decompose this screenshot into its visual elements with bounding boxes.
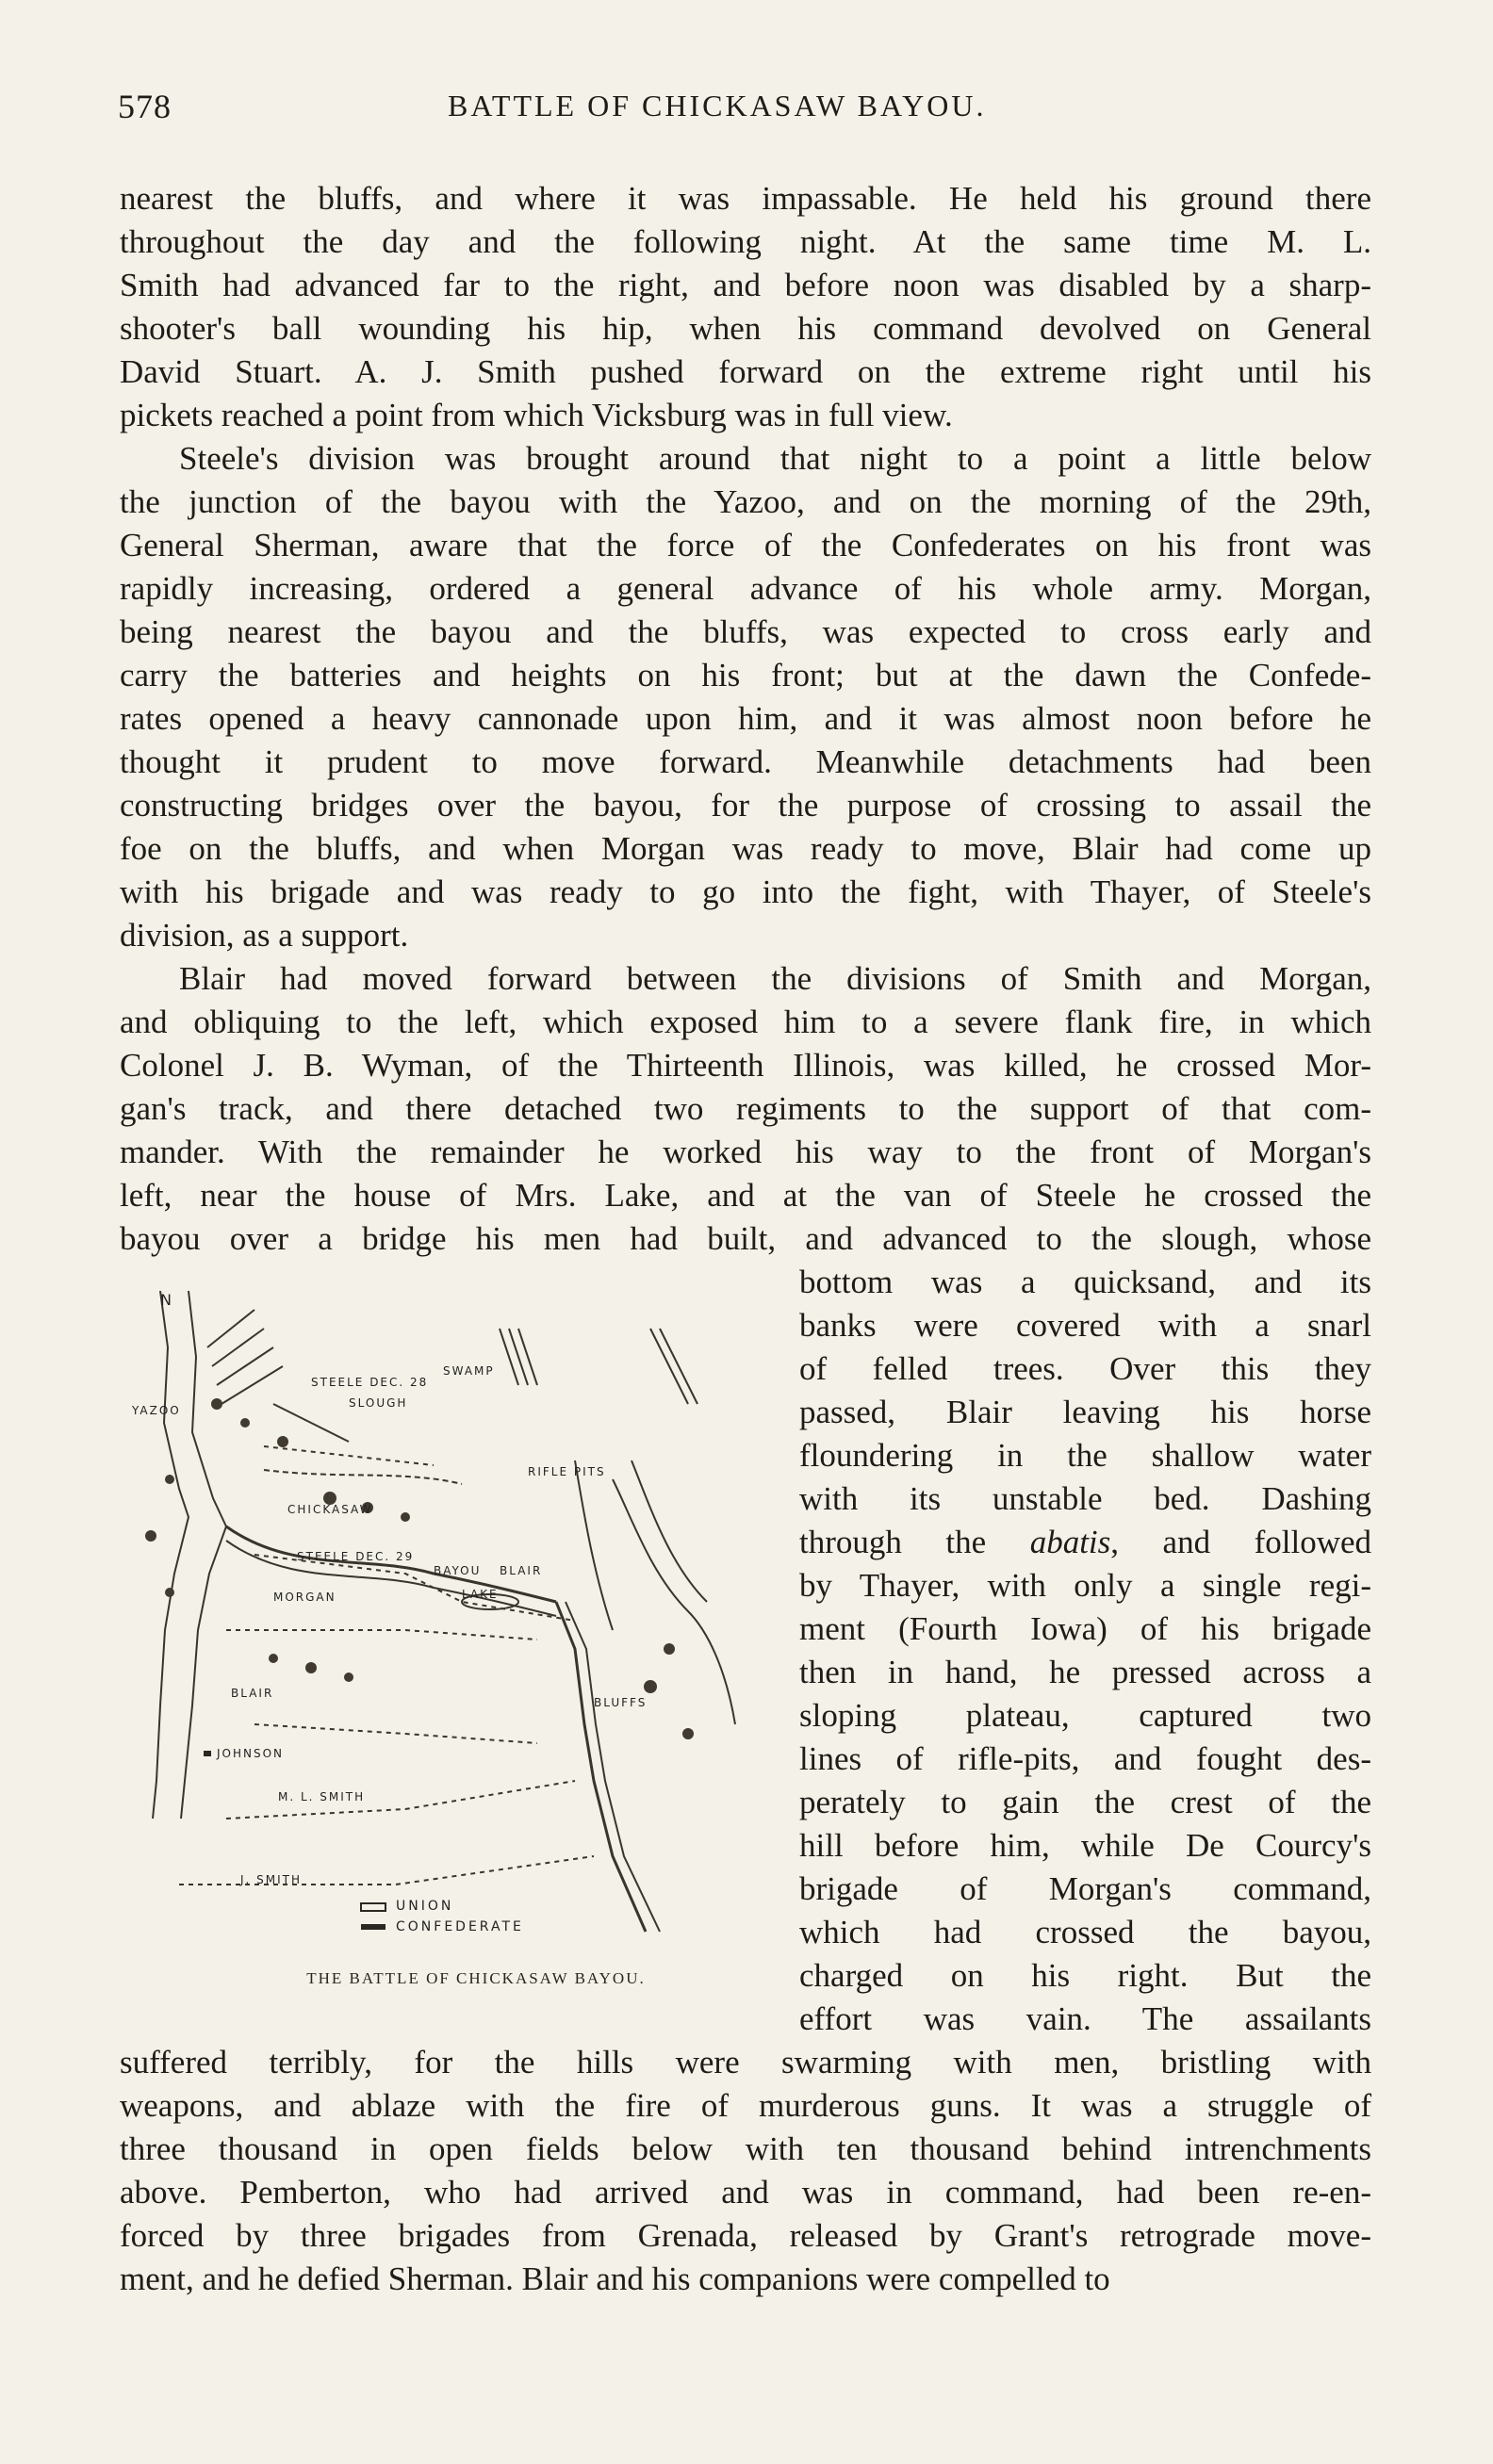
text-line: three thousand in open fields below with ten thousand behind intrenchments (120, 2130, 1371, 2167)
text-line: left, near the house of Mrs. Lake, and at the van of Steele he crossed the (120, 1177, 1371, 1214)
legend-union: UNION (396, 1899, 454, 1914)
text-line (799, 1521, 1371, 1564)
text-line: and obliquing to the left, which exposed him to a severe flank fire, in which (120, 1004, 1371, 1040)
text-line: gan's track, and there detached two regiments to the support of that com- (120, 1090, 1371, 1127)
running-title: BATTLE OF CHICKASAW BAYOU. (448, 89, 987, 122)
battle-map-drawing (123, 1291, 773, 1969)
page-number: 578 (118, 88, 172, 125)
text-line: with its unstable bed. Dashing (799, 1480, 1371, 1517)
text-line: with his brigade and was ready to go into the fight, with Thayer, of Steele's (120, 873, 1371, 910)
m-l-smith-label: M. L. SMITH (278, 1790, 366, 1803)
text-line: lines of rifle-pits, and fought des- (799, 1740, 1371, 1777)
text-line: brigade of Morgan's command, (799, 1870, 1371, 1907)
union-legend-swatch (361, 1903, 386, 1911)
text-line: suffered terribly, for the hills were swarming with men, bristling with (120, 2044, 1371, 2081)
blair-label: BLAIR (500, 1564, 543, 1577)
text-line: forced by three brigades from Grenada, released by Grant's retrograde move- (120, 2217, 1371, 2254)
confederate-legend-swatch (361, 1924, 386, 1930)
johnson-marker (204, 1751, 211, 1756)
steele-dec-29-label: STEELE DEC. 29 (297, 1550, 415, 1563)
text-line: ment, and he defied Sherman. Blair and his companions were compelled to (120, 2260, 1110, 2297)
text-line: ment (Fourth Iowa) of his brigade (799, 1610, 1371, 1647)
text-line: passed, Blair leaving his horse (799, 1394, 1371, 1430)
text-line: charged on his right. But the (799, 1957, 1371, 1994)
rifle-pits-label: RIFLE PITS (528, 1465, 606, 1478)
text-line: hill before him, while De Courcy's (799, 1827, 1371, 1864)
text-line: throughout the day and the following night. At the same time M. L. (120, 223, 1371, 260)
north-label: N (160, 1291, 173, 1309)
text-line: floundering in the shallow water (799, 1437, 1371, 1474)
text-line: nearest the bluffs, and where it was impassable. He held his ground there (120, 180, 1371, 217)
bayou-label: BAYOU (434, 1564, 482, 1577)
text-line: Colonel J. B. Wyman, of the Thirteenth Illinois, was killed, he crossed Mor- (120, 1047, 1371, 1084)
paragraph-start: Steele's division was brought around that night to a point a little below (179, 440, 1371, 477)
chickasaw-label: CHICKASAW (287, 1503, 373, 1516)
johnson-label: JOHNSON (217, 1747, 285, 1760)
text-line: which had crossed the bayou, (799, 1914, 1371, 1950)
text-line: perately to gain the crest of the (799, 1784, 1371, 1820)
text-line: carry the batteries and heights on his front; but at the dawn the Confede- (120, 657, 1371, 694)
lake-label: LAKE (462, 1588, 499, 1601)
text-line: shooter's ball wounding his hip, when his command devolved on General (120, 310, 1371, 347)
text-line: thought it prudent to move forward. Meanwhile detachments had been (120, 743, 1371, 780)
slough (264, 1470, 462, 1484)
text-line: above. Pemberton, who had arrived and was in command, had been re-en- (120, 2174, 1371, 2211)
text-line: the junction of the bayou with the Yazoo, and on the morning of the 29th, (120, 483, 1371, 520)
yazoo-label: YAZOO (132, 1404, 181, 1417)
text-line: of felled trees. Over this they (799, 1350, 1371, 1387)
battle-map (123, 1291, 773, 1998)
text-line: mander. With the remainder he worked his way to the front of Morgan's (120, 1134, 1371, 1170)
text-line: sloping plateau, captured two (799, 1697, 1371, 1734)
text-run: through the (799, 1524, 987, 1560)
slough-label: SLOUGH (349, 1396, 408, 1410)
text-line: bottom was a quicksand, and its (799, 1264, 1371, 1300)
text-line: David Stuart. A. J. Smith pushed forward on the extreme right until his (120, 353, 1371, 390)
text-line: rapidly increasing, ordered a general advance of his whole army. Morgan, (120, 570, 1371, 607)
text-line: banks were covered with a snarl (799, 1307, 1371, 1344)
text-line: Smith had advanced far to the right, and before noon was disabled by a sharp- (120, 267, 1371, 303)
text-line: bayou over a bridge his men had built, and advanced to the slough, whose (120, 1220, 1371, 1257)
text-line: by Thayer, with only a single regi- (799, 1567, 1371, 1604)
text-line: division, as a support. (120, 917, 409, 954)
map-caption: THE BATTLE OF CHICKASAW BAYOU. (306, 1969, 646, 1987)
text-line: then in hand, he pressed across a (799, 1654, 1371, 1690)
a-j-smith-label: J. SMITH (240, 1873, 303, 1886)
morgan-label: MORGAN (273, 1591, 336, 1604)
text-line: rates opened a heavy cannonade upon him, and it was almost noon before he (120, 700, 1371, 737)
blair-2-label: BLAIR (231, 1687, 274, 1700)
text-line: pickets reached a point from which Vicksburg was in full view. (120, 397, 953, 433)
page-header (118, 87, 1371, 134)
bluff-line (556, 1602, 646, 1932)
text-line: being nearest the bayou and the bluffs, was expected to cross early and (120, 613, 1371, 650)
italic-term: abatis (1029, 1524, 1111, 1560)
paragraph-start: Blair had moved forward between the divisions of Smith and Morgan, (179, 960, 1371, 997)
text-line: constructing bridges over the bayou, for the purpose of crossing to assail the (120, 787, 1371, 824)
text-line: foe on the bluffs, and when Morgan was ready to move, Blair had come up (120, 830, 1371, 867)
swamp-label: SWAMP (443, 1364, 495, 1378)
text-line: weapons, and ablaze with the fire of murderous guns. It was a struggle of (120, 2087, 1371, 2124)
yazoo-river (153, 1291, 189, 1819)
bluffs-label: BLUFFS (594, 1696, 648, 1709)
legend-confederate: CONFEDERATE (396, 1919, 524, 1934)
steele-dec-28-label: STEELE DEC. 28 (311, 1376, 429, 1389)
text-line: effort was vain. The assailants (799, 2000, 1371, 2037)
text-line: General Sherman, aware that the force of the Confederates on his front was (120, 527, 1371, 563)
text-run: , and followed (1110, 1524, 1372, 1560)
